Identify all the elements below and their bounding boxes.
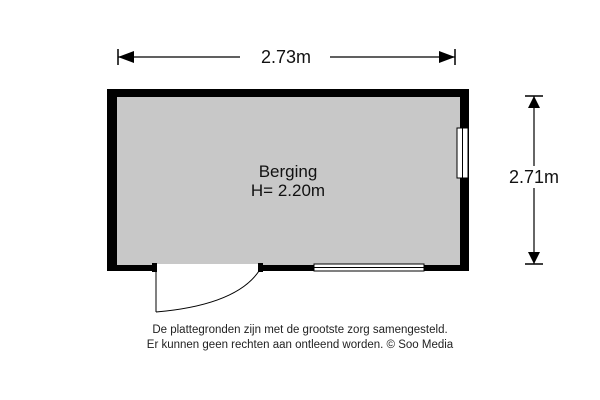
width-dimension: [118, 46, 455, 68]
disclaimer-line-1: De plattegronden zijn met de grootste zorg samengesteld.: [152, 324, 448, 336]
disclaimer-line-2: Er kunnen geen rechten aan ontleend worden. © Soo Media: [146, 339, 454, 351]
height-arrow-bottom: [528, 252, 540, 264]
room-height: H= 2.20m: [250, 181, 326, 200]
door-swing-arc: [156, 271, 259, 312]
height-dimension-label: 2.71m: [508, 167, 560, 187]
room-name: Berging: [258, 162, 318, 181]
door: [152, 263, 263, 312]
door-opening: [154, 264, 261, 271]
window-bottom: [314, 264, 424, 271]
height-dimension: [492, 96, 576, 264]
width-arrow-left: [118, 51, 134, 63]
window-right: [457, 128, 468, 178]
width-dimension-label: 2.73m: [260, 47, 312, 67]
height-arrow-top: [528, 96, 540, 108]
width-arrow-right: [439, 51, 455, 63]
